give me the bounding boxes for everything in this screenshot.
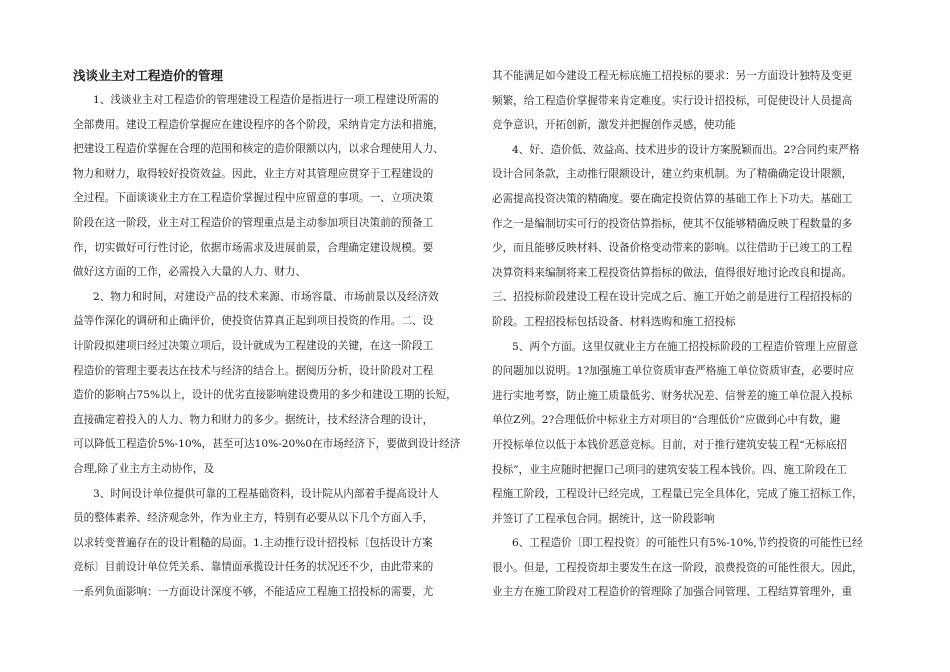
text-line: 其不能满足如今建设工程无标底施工招投标的要求：另一方面设计独特及变更 xyxy=(492,70,853,82)
text-line: 程造价的管理主要表达在技术与经济的结合上。据阅历分析，设计阶段对工程 xyxy=(73,364,434,377)
right-column-body xyxy=(492,64,884,605)
text-line: 计阶段拟建项曰经过决策立项后，设计就成为工程建设的关键，在这一阶段工 xyxy=(73,339,434,352)
text-line: 单位Z列。2?合理低价中标业主方对项目的“合理低价”应做到心中有数，避 xyxy=(492,414,841,427)
text-line: 并签订了工程承包合同。据统计，这一阶段影响 xyxy=(492,512,715,525)
text-line: 1、浅谈业主对工程造价的管理建设工程造价是指进行一项工程建设所需的 xyxy=(93,94,439,106)
text-line: 三、招投标阶段建设工程在设计完成之后、施工开始之前是进行工程招投标的 xyxy=(492,291,853,304)
left-column xyxy=(73,64,465,604)
text-line: 6、工程造价〔即工程投资〕的可能性只有5%-10%,节约投资的可能性已经 xyxy=(512,537,863,550)
text-line: 阶段在这一阶段，业主对工程造价的管理重点是主动参加项目决策前的预备工 xyxy=(73,216,434,229)
text-line: 进行实地考察，防止施工质量低劣、财务状况差、信誉差的施工单位混入投标 xyxy=(492,389,853,402)
text-line: 员的整体素养、经济观念外，作为业主方，特别有必要从以下几个方面入手， xyxy=(73,512,434,525)
text-line: 少，而且能够反映材料、设备价格变动带来的影响。以往借助于已竣工的工程 xyxy=(492,242,853,255)
text-line: 投标”，业主应随时把握口己项冃的建筑安装工程本钱价。四、施工阶段在工 xyxy=(492,463,848,476)
text-line: 阶段。工程招投标包括设备、材料选购和施工招投标 xyxy=(492,315,736,328)
text-line: 物力和财力，取得较好投资效益。因此，业主方对其管理应贯穿于工程建设的 xyxy=(73,167,434,180)
text-line: 造价的影响占75%以上，设计的优劣直接影响建设费用的多少和建设工期的长短， xyxy=(73,389,457,402)
text-line: 可以降低工程造价5%-10%，甚至可达10%-20%0在市场经济下，要做到设计经济 xyxy=(73,438,461,451)
text-line: 必需提高投资决策的精确度。要在确定投资估算的基础工作上下功夫。基础工 xyxy=(492,192,853,205)
text-line: 做好这方面的工作，必需投入大量的人力、财力、 xyxy=(73,266,307,279)
text-line: 一系列负面影响：一方面设计深度不够，不能适应工程施工招投标的需要，尤 xyxy=(73,585,434,598)
text-line: 程施工阶段，工程设计已经完成，工程量已完全具体化，完成了施工招标工作， xyxy=(492,488,863,501)
text-line: 以求转变普遍存在的设计粗糙的局面。1.主动推行设计招投标〔包括设计方案 xyxy=(73,536,433,549)
text-line: 合理,除了业主方主动协作，及 xyxy=(73,462,215,475)
text-line: 全过程。下面谈谈业主方在工程造价掌握过程中应留意的事项。一、立项决策 xyxy=(73,192,434,205)
text-line: 3、时间设计单位提供可靠的工程基础资料，设计院从内部着手提高设计人 xyxy=(93,487,439,500)
text-line: 竞争意识，开拓创新，激发并把握创作灵感，使功能 xyxy=(492,119,736,132)
text-line: 把建设工程造价掌握在合理的范围和核定的造价限额以内，以求合理使用人力、 xyxy=(73,143,444,156)
text-line: 2、物力和时间，对建设产品的技术来源、市场容量、市场前景以及经济效 xyxy=(93,290,439,303)
text-line: 益等作深化的调研和止确评价，使投资估算真正起到项目投资的作用。二、设 xyxy=(73,315,434,328)
text-line: 设计合同条款，主动推行限额设计，建立约束机制。为了精确确定设计限额， xyxy=(492,168,853,181)
text-line: 的问题加以说明。1?加强施工单位资质审查严格施工单位资质审查，必要时应 xyxy=(492,365,855,378)
text-line: 竞标〕目前设计单位凭关系、靠情面承揽设计任务的状况还不少，由此带来的 xyxy=(73,561,434,574)
document-title: 浅谈业主对工程造价的管理 xyxy=(73,68,224,83)
text-line: 业主方在施工阶段对工程造价的管理除了加强合同管理、工程结算管理外，重 xyxy=(492,586,853,599)
text-line: 直接确定着投入的人力、物力和财力的多少。据统计，技术经济合理的设计， xyxy=(73,413,434,426)
text-line: 作，切实做好可行性讨论，依据市场需求及进展前景，合理确定建设规模。要 xyxy=(73,241,434,254)
text-line: 开投标单位以低于本钱价恶意竞标。目前，对于推行建筑安装工程“无标底招 xyxy=(492,438,848,451)
text-line: 很小。但是，工程投资却主要发生在这一阶段，浪费投资的可能性很大。因此， xyxy=(492,561,863,574)
text-line: 决算资料来编制将来工程投资估算指标的做法，值得很好地讨论改良和提高。 xyxy=(492,266,853,279)
text-line: 作之一是编制切实可行的投资估算指标，使其不仅能够精确反映丁程数量的多 xyxy=(492,217,853,230)
right-column xyxy=(492,64,884,605)
left-column-body xyxy=(73,88,465,604)
text-line: 频繁，给工程造价掌握带来肯定难度。实行设计招投标，可促使设计人员提高 xyxy=(492,94,853,107)
text-line: 5、两个方面。这里仅就业主方在施工招投标阶段的工程造价管理上应留意 xyxy=(512,340,858,353)
text-line: 全部费用。建设工程造价掌握应在建设程序的各个阶段，采纳肯定方法和措施， xyxy=(73,118,444,131)
text-line: 4、好、造价低、效益高、技术进步的设计方案脱颖而出。2?合同约束严格 xyxy=(512,143,860,156)
